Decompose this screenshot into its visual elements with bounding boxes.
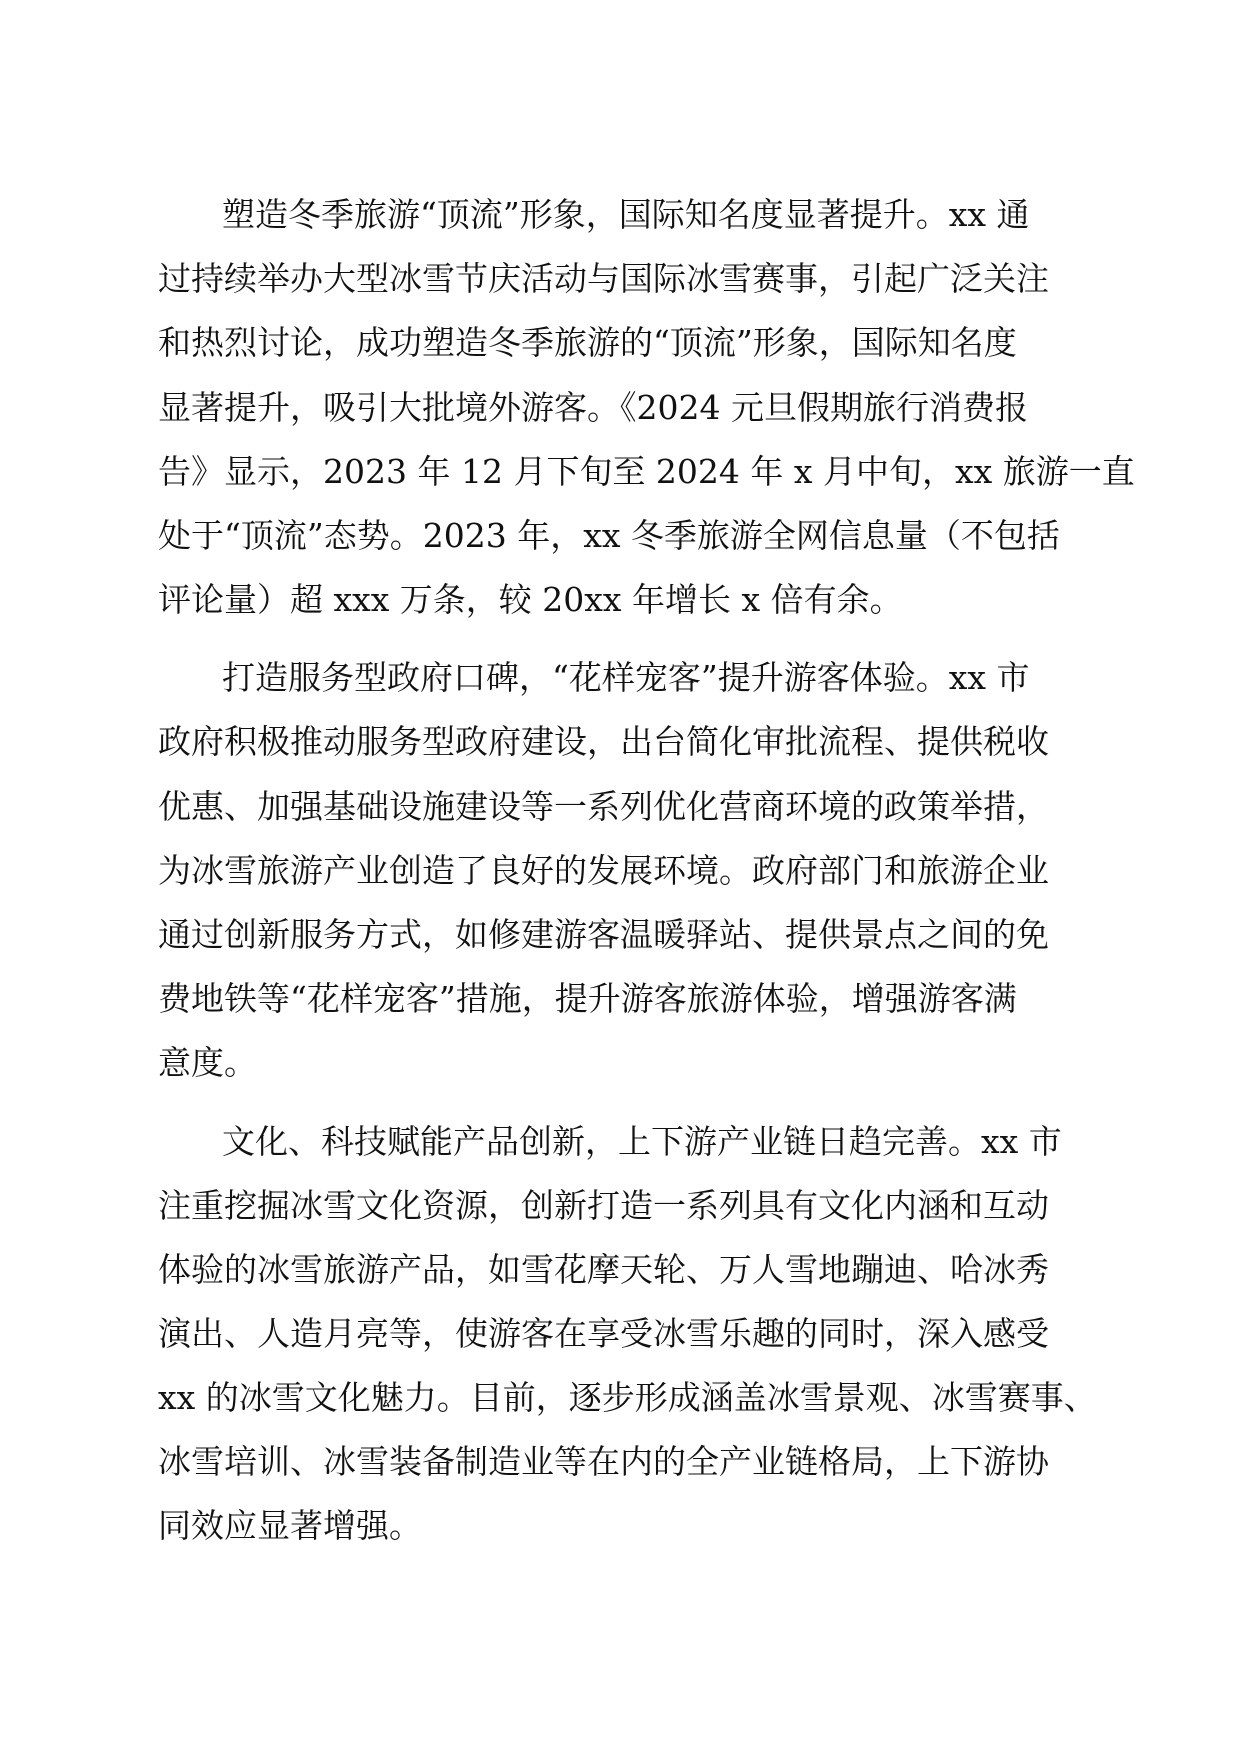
paragraph-line: 费地铁等“花样宠客”措施，提升游客旅游体验，增强游客满 [158,979,1017,1018]
paragraph-line: 演出、人造月亮等，使游客在享受冰雪乐趣的同时，深入感受 [158,1314,1049,1353]
paragraph-line: 为冰雪旅游产业创造了良好的发展环境。政府部门和旅游企业 [158,851,1049,890]
paragraph-line: 注重挖掘冰雪文化资源，创新打造一系列具有文化内涵和互动 [158,1186,1049,1225]
paragraph-line: 政府积极推动服务型政府建设，出台简化审批流程、提供税收 [158,722,1049,761]
paragraph-line: 显著提升，吸引大批境外游客。《2024 元旦假期旅行消费报 [158,388,1028,427]
paragraph-line: xx 的冰雪文化魅力。目前，逐步形成涵盖冰雪景观、冰雪赛事、 [158,1378,1097,1417]
paragraph-line: 通过创新服务方式，如修建游客温暖驿站、提供景点之间的免 [158,915,1049,954]
paragraph-line: 过持续举办大型冰雪节庆活动与国际冰雪赛事，引起广泛关注 [158,259,1049,298]
paragraph-line: 冰雪培训、冰雪装备制造业等在内的全产业链格局，上下游协 [158,1442,1049,1481]
paragraph-line: 意度。 [158,1043,257,1082]
paragraph-line: 同效应显著增强。 [158,1506,422,1545]
paragraph-line: 塑造冬季旅游“顶流”形象，国际知名度显著提升。xx 通 [222,195,1030,234]
paragraph-line: 文化、科技赋能产品创新，上下游产业链日趋完善。xx 市 [222,1122,1062,1161]
paragraph-line: 和热烈讨论，成功塑造冬季旅游的“顶流”形象，国际知名度 [158,323,1017,362]
paragraph-line: 评论量）超 xxx 万条，较 20xx 年增长 x 倍有余。 [158,580,903,619]
paragraph-line: 打造服务型政府口碑，“花样宠客”提升游客体验。xx 市 [222,658,1030,697]
paragraph-line: 处于“顶流”态势。2023 年，xx 冬季旅游全网信息量（不包括 [158,516,1060,555]
paragraph-line: 告》显示，2023 年 12 月下旬至 2024 年 x 月中旬，xx 旅游一直 [158,452,1135,491]
paragraph-line: 体验的冰雪旅游产品，如雪花摩天轮、万人雪地蹦迪、哈冰秀 [158,1250,1049,1289]
paragraph-line: 优惠、加强基础设施建设等一系列优化营商环境的政策举措， [158,787,1049,826]
